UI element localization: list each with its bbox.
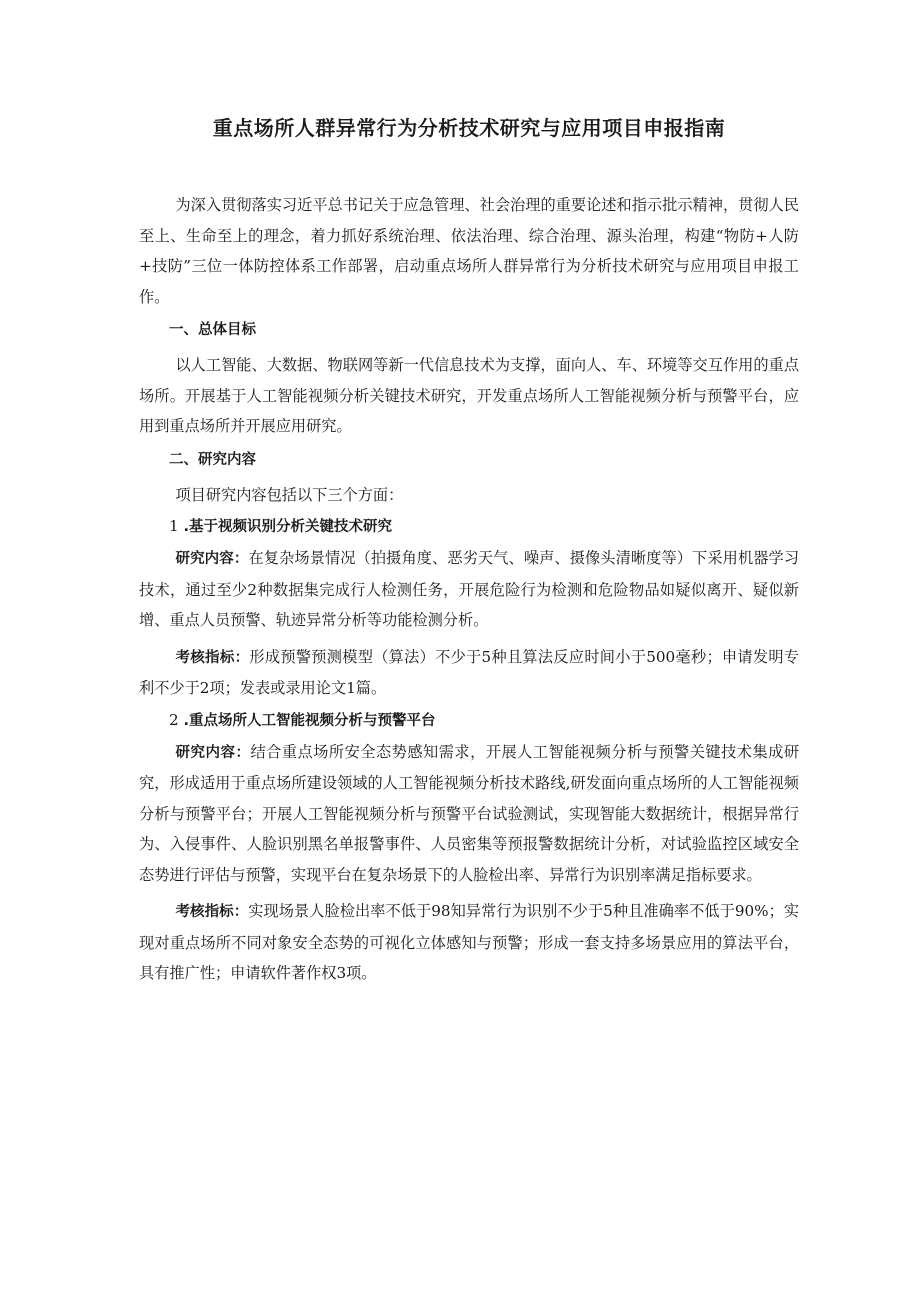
research-item-1-title: .基于视频识别分析关键技术研究 [183, 519, 393, 535]
research-item-2-number: 2 [169, 710, 179, 729]
section-heading-research: 二、研究内容 [169, 451, 256, 468]
metric-text: 实现场景人脸检出率不低于98知异常行为识别不少于5种且准确率不低于90%；实现对重点场所不同对象安全态势的可视化立体感知与预警；形成一套支持多场景应用的算法平台，具有推广性；申请软件著作权3项。 [139, 902, 800, 982]
intro-paragraph: 为深入贯彻落实习近平总书记关于应急管理、社会治理的重要论述和指示批示精神，贯彻人民至上、生命至上的理念，着力抓好系统治理、依法治理、综合治理、源头治理，构建“物防+人防+技防”三位一体防控体系工作部署，启动重点场所人群异常行为分析技术研究与应用项目申报工作。 [139, 196, 799, 306]
content-text: 结合重点场所安全态势感知需求，开展人工智能视频分析与预警关键技术集成研究，形成适用于重点场所建设领域的人工智能视频分析技术路线,研发面向重点场所的人工智能视频分析与预警平台；开展人工智能视频分析与预警平台试验测试，实现智能大数据统计，根据异常行为、入侵事件、人脸识别黑名单报警事件、人员密集等预报警数据统计分析，对试验监控区域安全态势进行评估与预警，实现平台在复杂场景下的人脸检出率、异常行为识别率满足指标要求。 [139, 742, 800, 884]
research-intro: 项目研究内容包括以下三个方面： [175, 485, 404, 504]
research-item-2-metric [139, 896, 799, 989]
research-item-1-number: 1 [169, 517, 179, 535]
research-item-1-heading [139, 510, 799, 543]
content-label: 研究内容： [175, 551, 249, 567]
metric-label: 考核指标： [175, 904, 249, 920]
section-heading-goals: 一、总体目标 [169, 322, 256, 338]
research-item-2-title: .重点场所人工智能视频分析与预警平台 [183, 712, 436, 729]
document-title: 重点场所人群异常行为分析技术研究与应用项目申报指南 [212, 116, 726, 140]
research-item-2-heading [139, 704, 799, 737]
metric-label: 考核指标： [175, 649, 250, 666]
document-page [139, 110, 799, 989]
research-item-1-content [139, 543, 799, 636]
metric-text: 形成预警预测模型（算法）不少于5种且算法反应时间小于500毫秒；申请发明专利不少于2项；发表或录用论文1篇。 [139, 647, 799, 697]
research-item-2-content [139, 737, 799, 891]
content-text: 在复杂场景情况（拍摄角度、恶劣天气、噪声、摄像头清晰度等）下采用机器学习技术，通过至少2种数据集完成行人检测任务，开展危险行为检测和危险物品如疑似离开、疑似新增、重点人员预警、轨迹异常分析等功能检测分析。 [139, 549, 800, 629]
content-label: 研究内容： [175, 744, 251, 761]
research-item-1-metric [139, 642, 799, 704]
goals-paragraph: 以人工智能、大数据、物联网等新一代信息技术为支撑，面向人、车、环境等交互作用的重点场所。开展基于人工智能视频分析关键技术研究，开发重点场所人工智能视频分析与预警平台，应用到重点场所并开展应用研究。 [139, 356, 799, 435]
